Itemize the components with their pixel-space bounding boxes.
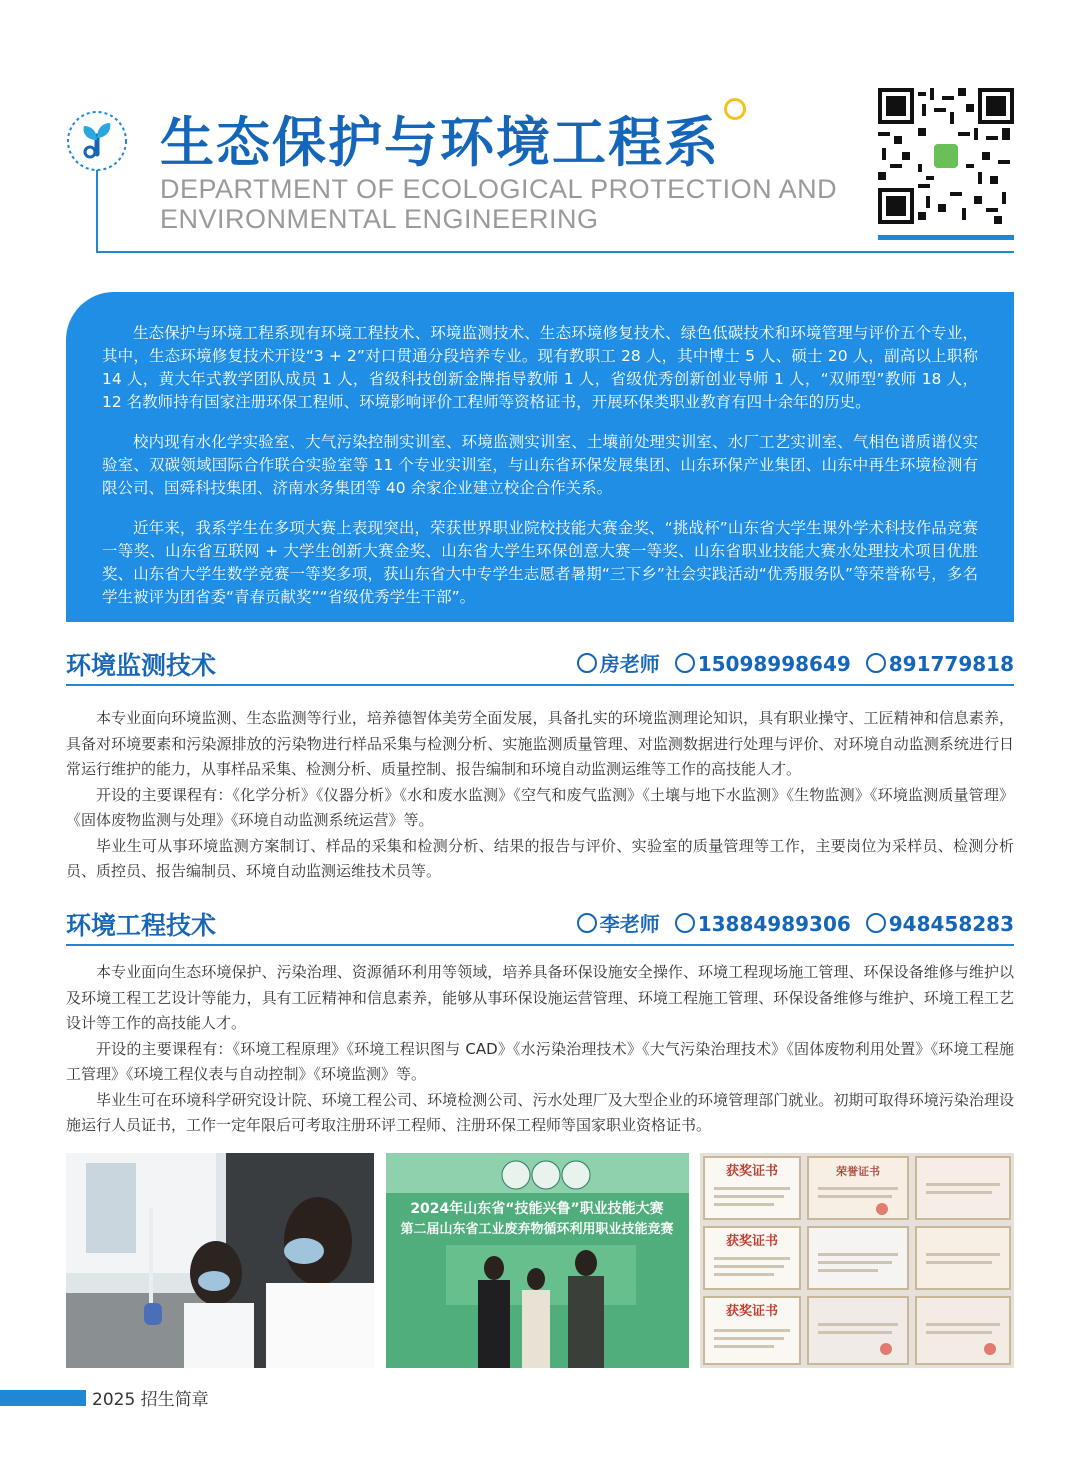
subtitle-line-1: DEPARTMENT OF ECOLOGICAL PROTECTION AND — [160, 174, 838, 204]
contact-info — [569, 908, 1014, 937]
section-paragraph: 开设的主要课程有：《环境工程原理》《环境工程识图与 CAD》《水污染治理技术》《大气污染治理技术》《固体废物利用处置》《环境工程施工管理》《环境工程仪表与自动控制》《环境监测》等。 — [66, 1039, 1014, 1083]
section-header-monitoring — [66, 646, 1014, 686]
qq-number: 891779818 — [888, 652, 1014, 676]
section-paragraph: 本专业面向环境监测、生态监测等行业，培养德智体美劳全面发展，具备扎实的环境监测理论知识，具有职业操守、工匠精神和信息素养，具备对环境要素和污染源排放的污染物进行样品采集与检测分析、实施监测质量管理、对监测数据进行处理与评价、对环境自动监测系统进行日常运行维护的能力，从事样品采集、检测分析、质量控制、报告编制和环境自动监测运维等工作的高技能人才。 — [66, 709, 1014, 778]
section-body-engineering — [66, 960, 1014, 1139]
certificate-title: 获奖证书 — [725, 1164, 779, 1179]
section-rule — [66, 684, 1014, 686]
phone-number[interactable]: 13884989306 — [697, 912, 851, 936]
phone-number[interactable]: 15098998649 — [697, 652, 851, 676]
qq-icon — [866, 653, 886, 673]
decorative-ring — [724, 98, 746, 120]
section-paragraph: 本专业面向生态环境保护、污染治理、资源循环利用等领域，培养具备环保设施安全操作、环境工程现场施工管理、环保设备维修与维护以及环境工程工艺设计等能力，具有工匠精神和信息素养，能够从事环保设施运营管理、环境工程施工管理、环保设备维修与维护、环境工程工艺设计等工作的高技能人才。 — [66, 963, 1014, 1032]
section-paragraph: 开设的主要课程有：《化学分析》《仪器分析》《水和废水监测》《空气和废气监测》《土壤与地下水监测》《生物监测》《环境监测质量管理》《固体废物监测与处理》《环境自动监测系统运营》等。 — [66, 785, 1014, 829]
qq-icon — [866, 913, 886, 933]
intro-box — [66, 292, 1014, 622]
teacher-name: 李老师 — [599, 912, 660, 936]
certificate-title: 获奖证书 — [725, 1304, 779, 1319]
competition-photo — [386, 1153, 689, 1368]
qr-code-icon — [878, 88, 1014, 224]
footer-accent-bar — [0, 1390, 86, 1406]
section-title: 环境监测技术 — [66, 651, 217, 680]
section-body-monitoring — [66, 706, 1014, 885]
certificate-title: 获奖证书 — [725, 1234, 779, 1249]
competition-banner-line-1: 2024年山东省“技能兴鲁”职业技能大赛 — [410, 1201, 664, 1217]
certificate-title: 荣誉证书 — [836, 1165, 880, 1178]
contact-info — [569, 648, 1014, 677]
section-paragraph: 毕业生可在环境科学研究设计院、环境工程公司、环境检测公司、污水处理厂及大型企业的环境管理部门就业。初期可取得环境污染治理设施运行人员证书，工作一定年限后可考取注册环评工程师、注册环保工程师等国家职业资格证书。 — [66, 1090, 1014, 1134]
lab-photo — [66, 1153, 374, 1368]
qr-underline — [878, 235, 1014, 240]
header-vertical-rule — [96, 170, 98, 252]
person-icon — [577, 913, 597, 933]
person-icon — [577, 653, 597, 673]
section-paragraph: 毕业生可从事环境监测方案制订、样品的采集和检测分析、结果的报告与评价、实验室的质量管理等工作，主要岗位为采样员、检测分析员、质控员、报告编制员、环境自动监测运维技术员等。 — [66, 836, 1014, 880]
subtitle-line-2: ENVIRONMENTAL ENGINEERING — [160, 204, 599, 234]
phone-icon — [675, 913, 695, 933]
competition-banner-line-2: 第二届山东省工业废弃物循环利用职业技能竞赛 — [400, 1222, 674, 1237]
certificates-photo — [700, 1153, 1014, 1368]
page-subtitle — [160, 174, 860, 234]
section-header-engineering — [66, 906, 1014, 946]
teacher-name: 房老师 — [599, 652, 660, 676]
phone-icon — [675, 653, 695, 673]
section-title: 环境工程技术 — [66, 911, 217, 940]
qq-number: 948458283 — [888, 912, 1014, 936]
intro-paragraph-3: 近年来，我系学生在多项大赛上表现突出，荣获世界职业院校技能大赛金奖、“挑战杯”山东省大学生课外学术科技作品竞赛一等奖、山东省互联网 + 大学生创新大赛金奖、山东省大学生环保创意大赛一等奖、山东省职业技能大赛水处理技术项目优胜奖、山东省大学生数学竞赛一等奖多项，获山东省大中专学生志愿者暑期“三下乡”社会实践活动“优秀服务队”等荣誉称号，多名学生被评为团省委“青春贡献奖”“省级优秀学生干部”。 — [102, 519, 978, 606]
department-logo-icon — [66, 110, 128, 172]
footer-text: 2025 招生简章 — [92, 1390, 209, 1410]
intro-paragraph-2: 校内现有水化学实验室、大气污染控制实训室、环境监测实训室、土壤前处理实训室、水厂工艺实训室、气相色谱质谱仪实验室、双碳领域国际合作联合实验室等 11 个专业实训室，与山东省环保发展集团、山东环保产业集团、山东中再生环境检测有限公司、国舜科技集团、济南水务集团等 40 余家企业建立校企合作关系。 — [102, 433, 978, 497]
section-rule — [66, 944, 1014, 946]
page-title: 生态保护与环境工程系 — [160, 111, 720, 174]
header-horizontal-rule — [96, 251, 1014, 253]
intro-paragraph-1: 生态保护与环境工程系现有环境工程技术、环境监测技术、生态环境修复技术、绿色低碳技术和环境管理与评价五个专业，其中，生态环境修复技术开设“3 + 2”对口贯通分段培养专业。现有教职工 28 人，其中博士 5 人、硕士 20 人，副高以上职称 14 人，黄大年式教学团队成员 1 人，省级科技创新金牌指导教师 1 人，省级优秀创新创业导师 1 人，“双师型”教师 18 人，12 名教师持有国家注册环保工程师、环境影响评价工程师等资格证书，开展环保类职业教育有四十余年的历史。 — [102, 324, 978, 411]
